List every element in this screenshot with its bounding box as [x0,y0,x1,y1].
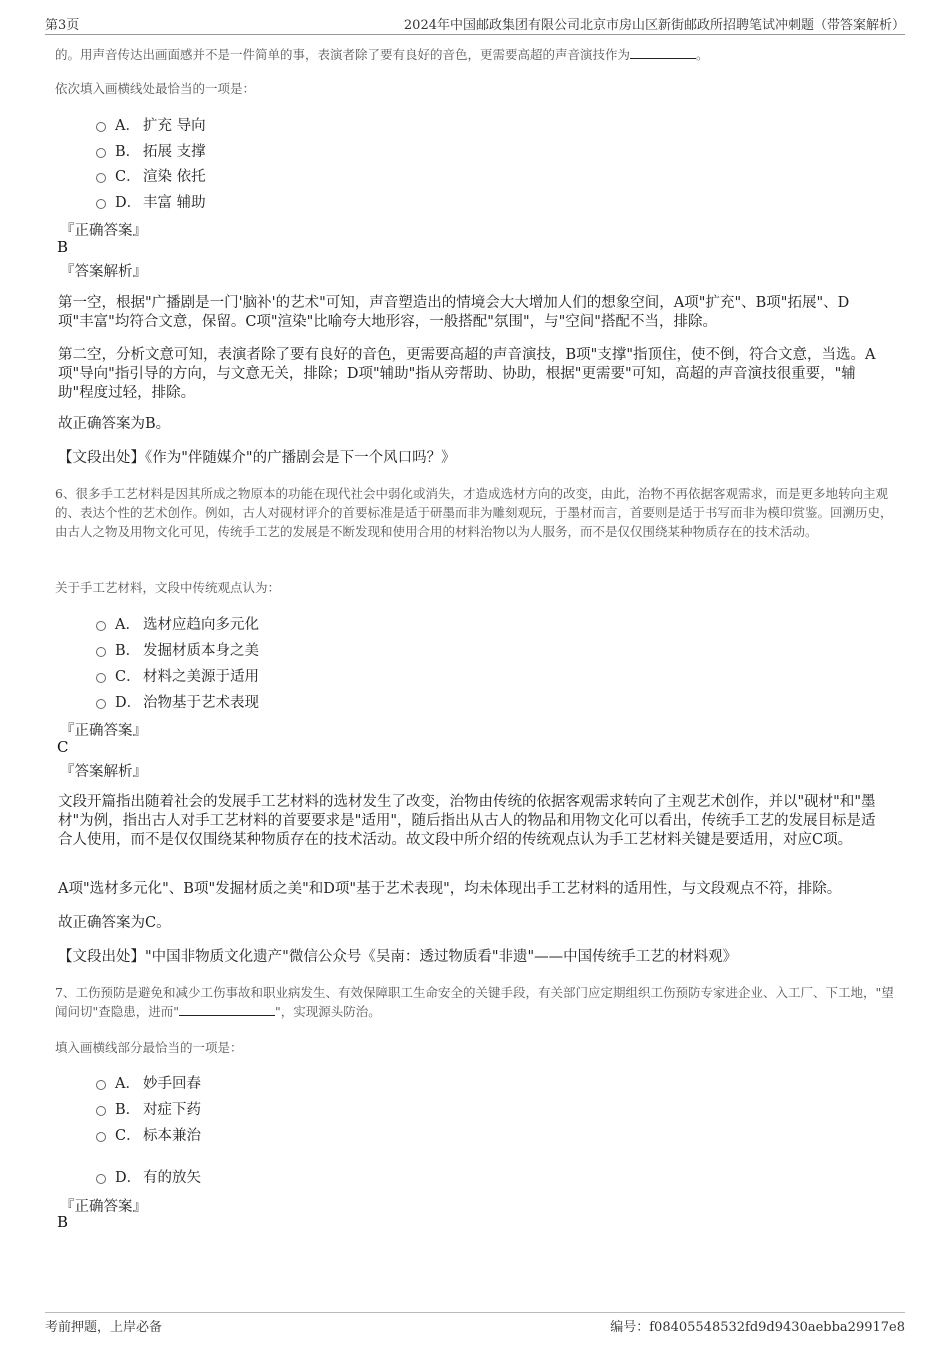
q5-blank [630,46,696,59]
q6-option-c[interactable]: C． 材料之美源于适用 [96,665,259,687]
q7-answer-label: 『正确答案』 [60,1199,147,1215]
page-footer [45,1312,905,1337]
q6-stem: 6、很多手工艺材料是因其所成之物原本的功能在现代社会中弱化或消失，才造成选材方向的改变，由此，治物不再依据客观需求，而是更多地转向主观的、表达个性的艺术创作。例如，古人对砚材评介的首要标准是适于研墨而非为雕刻观玩，于墨材而言，首要则是适于书写而非为模印赏鉴。回溯历史，由古人之物及用物文化可见，传统手工艺的发展是不断发现和使用合用的材料治物以为人服务，而不是仅仅围绕某种物质存在的技术活动。 [55,486,893,539]
q5-source: 【文段出处】《作为"伴随媒介"的广播剧会是下一个风口吗？》 [58,450,456,466]
radio-button[interactable] [96,699,106,709]
q6-answer-label: 『正确答案』 [60,723,147,739]
radio-button[interactable] [96,1174,106,1184]
q5-analysis-p3: 故正确答案为B。 [58,416,171,432]
radio-button[interactable] [96,1106,106,1116]
q5-stem-tail: 的。用声音传达出画面感并不是一件简单的事，表演者除了要有良好的音色，更需要高超的声音演技作为 。 [55,47,709,62]
q6-answer: C [57,738,69,756]
q6-prompt: 关于手工艺材料，文段中传统观点认为： [55,580,281,595]
q5-prompt: 依次填入画横线处最恰当的一项是： [55,81,256,96]
document-id: 编号：f08405548532fd9d9430aebba29917e8 [610,1320,905,1335]
q6-source: 【文段出处】"中国非物质文化遗产"微信公众号《吴南：透过物质看"非遗"——中国传统手工艺的材料观》 [58,949,738,965]
radio-button[interactable] [96,122,106,132]
q5-option-d[interactable]: D． 丰富 辅助 [96,191,206,213]
q6-option-b[interactable]: B． 发掘材质本身之美 [96,639,259,661]
document-title: 2024年中国邮政集团有限公司北京市房山区新街邮政所招聘笔试冲刺题（带答案解析） [403,18,905,33]
q6-analysis-p3: 故正确答案为C。 [58,915,171,931]
q6-option-a[interactable]: A． 选材应趋向多元化 [96,613,259,635]
radio-button[interactable] [96,621,106,631]
q7-option-d[interactable]: D． 有的放矢 [96,1166,201,1188]
q5-option-c[interactable]: C． 渲染 依托 [96,165,206,187]
q5-answer-label: 『正确答案』 [60,223,147,239]
q7-blank [179,1003,275,1016]
q7-option-a[interactable]: A． 妙手回春 [96,1072,201,1094]
q6-analysis-p1: 文段开篇指出随着社会的发展手工艺材料的选材发生了改变，治物由传统的依据客观需求转向了主观艺术创作，并以"砚材"和"墨材"为例，指出古人对手工艺材料的首要要求是"适用"，随后指出从古人的物品和用物文化可以看出，传统手工艺的发展目标是适合人使用，而不是仅仅围绕某种物质存在的技术活动。故文段中所介绍的传统观点认为手工艺材料关键是要适用，对应C项。 [58,794,876,848]
q5-option-a[interactable]: A． 扩充 导向 [96,114,206,136]
page-number: 第3页 [45,18,80,33]
q6-option-d[interactable]: D． 治物基于艺术表现 [96,691,259,713]
q7-answer: B [57,1213,69,1231]
page-header [45,14,905,35]
radio-button[interactable] [96,199,106,209]
q6-analysis-label: 『答案解析』 [60,764,147,780]
radio-button[interactable] [96,1132,106,1142]
q5-analysis-label: 『答案解析』 [60,264,147,280]
q5-answer: B [57,238,69,256]
q7-prompt: 填入画横线部分最恰当的一项是： [55,1040,243,1055]
radio-button[interactable] [96,647,106,657]
radio-button[interactable] [96,148,106,158]
radio-button[interactable] [96,1080,106,1090]
q5-analysis-p2: 第二空，分析文意可知，表演者除了要有良好的音色，更需要高超的声音演技，B项"支撑"指顶住，使不倒，符合文意，当选。A项"导向"指引导的方向，与文意无关，排除；D项"辅助"指从旁帮助、协助，根据"更需要"可知，高超的声音演技很重要，"辅助"程度过轻，排除。 [58,347,876,401]
radio-button[interactable] [96,673,106,683]
q5-option-b[interactable]: B． 拓展 支撑 [96,140,206,162]
radio-button[interactable] [96,173,106,183]
footer-slogan: 考前押题，上岸必备 [45,1320,163,1335]
q5-analysis-p1: 第一空，根据"广播剧是一门'脑补'的艺术"可知，声音塑造出的情境会大大增加人们的想象空间，A项"扩充"、B项"拓展"、D项"丰富"均符合文意，保留。C项"渲染"比喻夸大地形容，一般搭配"氛围"，与"空间"搭配不当，排除。 [58,295,850,330]
q7-option-b[interactable]: B． 对症下药 [96,1098,201,1120]
q7-stem: 7、工伤预防是避免和减少工伤事故和职业病发生、有效保障职工生命安全的关键手段，有关部门应定期组织工伤预防专家进企业、入工厂、下工地，"望闻问切"查隐患，进而" "，实现源头防治。 [55,985,894,1019]
q7-option-c[interactable]: C． 标本兼治 [96,1124,201,1146]
q6-analysis-p2: A项"选材多元化"、B项"发掘材质之美"和D项"基于艺术表现"，均未体现出手工艺材料的适用性，与文段观点不符，排除。 [58,881,842,897]
